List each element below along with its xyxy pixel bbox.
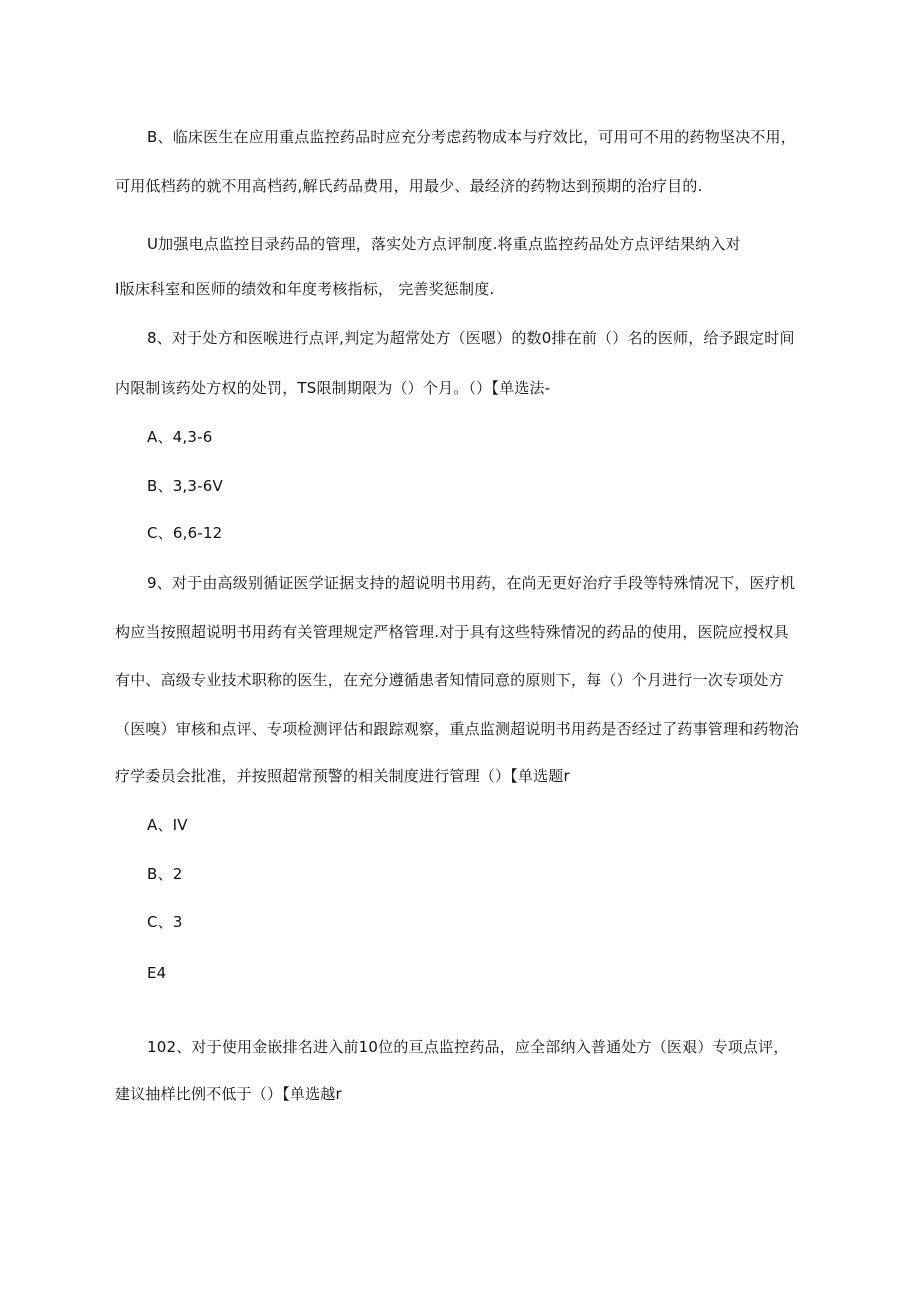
paragraph-b-line-2: 可用低档药的就不用高档药,解氏药品费用，用最少、最经济的药物达到预期的治疗目的.: [115, 177, 703, 195]
question-9-line-4: （医嗅）审核和点评、专项检测评估和跟踪观察，重点监测超说明书用药是否经过了药事管理和药物治: [115, 720, 800, 738]
question-102-line-1: 102、对于使用金嵌排名进入前10位的亘点监控药品，应全部纳入普通处方（医艰）专项点评，: [147, 1038, 789, 1056]
question-9-line-1: 9、对于由高级别循证医学证据支持的超说明书用药，在尚无更好治疗手段等特殊情况下，医疗机: [147, 574, 796, 592]
question-9-option-e: E4: [147, 964, 167, 982]
question-9-line-3: 有中、高级专业技术职称的医生，在充分遵循患者知情同意的原则下，每（）个月进行一次专项处方: [115, 671, 784, 689]
question-9-option-a: A、IV: [147, 816, 188, 834]
question-8-option-c: C、6,6-12: [147, 524, 223, 542]
question-9-option-c: C、3: [147, 913, 183, 931]
question-8-option-a: A、4,3-6: [147, 428, 213, 446]
question-9-line-5: 疗学委员会批准，并按照超常预警的相关制度进行管理（）【单选题r: [115, 767, 570, 785]
question-9-line-2: 构应当按照超说明书用药有关管理规定严格管理.对于具有这些特殊情况的药品的使用，医院应授权具: [115, 623, 789, 641]
question-8-line-2: 内限制该药处方权的处罚，TS限制期限为（）个月。（）【单选法-: [115, 379, 551, 397]
paragraph-u-line-1: U加强电点监控目录药品的管理，落实处方点评制度.将重点监控药品处方点评结果纳入对: [147, 235, 741, 253]
question-9-option-b: B、2: [147, 865, 183, 883]
question-102-line-2: 建议抽样比例不低于（）【单选越r: [115, 1085, 342, 1103]
paragraph-u-line-2: I版床科室和医师的绩效和年度考核指标， 完善奖惩制度.: [115, 280, 495, 298]
question-8-option-b: B、3,3-6V: [147, 477, 223, 495]
question-8-line-1: 8、对于处方和医喉进行点评,判定为超常处方（医嗯）的数0排在前（）名的医师，给予跟定时间: [147, 329, 795, 347]
paragraph-b-line-1: B、临床医生在应用重点监控药品时应充分考虑药物成本与疗效比，可用可不用的药物坚决不用，: [147, 128, 796, 146]
